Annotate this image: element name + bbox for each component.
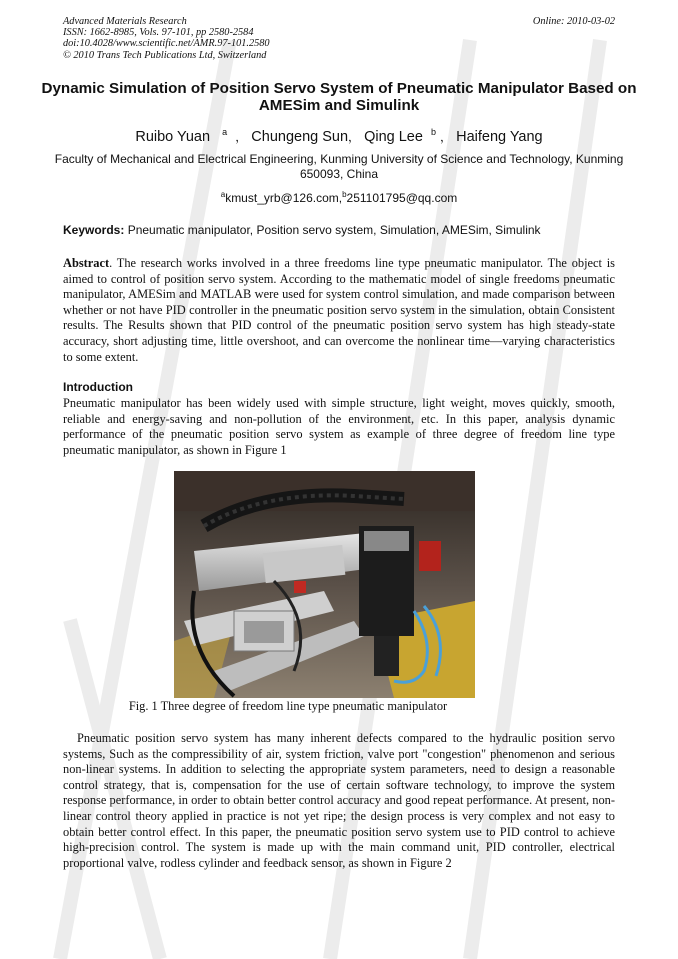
paper-title: Dynamic Simulation of Position Servo System of Pneumatic Manipulator Based on AMESim and Simulink xyxy=(41,80,637,114)
keywords xyxy=(63,223,615,238)
doi-line: doi:10.4028/www.scientific.net/AMR.97-101.2580 xyxy=(63,38,270,50)
abstract-text: . The research works involved in a three freedoms line type pneumatic manipulator. The object is aimed to control of position servo system. According to the mathematic model of single freedoms pneumatic manipulator, AMESim and MATLAB were used for system control simulation, and made comparison between whether or not have PID controller in the pneumatic position servo system in the simulation, obtain Consistent results. The Results shown that PID control of the pneumatic position servo system has high steady-state accuracy, short adjusting time, little overshoot, and can overcome the nonlinear time—varying characteristics to some extent. xyxy=(63,256,615,364)
figure-caption: Fig. 1 Three degree of freedom line type pneumatic manipulator xyxy=(128,699,448,713)
body-paragraph: Pneumatic position servo system has many inherent defects compared to the hydraulic position servo systems, Such as the compressibility of air, system friction, valve port "congestion" phenomenon and serious non-linear systems. In addition to selecting the appropriate system parameters, need to design a reasonable control strategy, that is, compensation for the use of certain software technology, to improve the system response performance, in order to obtain better control accuracy and good repeat performance. At present, non-linear control theory applied in practice is not yet ripe; the design process is very complex and not easy to obtain better control effect. In this paper, the pneumatic position servo system use to PID control to achieve high-precision control. The system is made up with the main command unit, PID controller, electrical proportional valve, rodless cylinder and feedback sensor, as shown in Figure 2 xyxy=(63,731,615,870)
figure-photo xyxy=(174,471,475,698)
abstract-label: Abstract xyxy=(63,256,110,270)
email-line xyxy=(40,187,638,206)
online-date: Online: 2010-03-02 xyxy=(532,16,615,27)
copyright-line: © 2010 Trans Tech Publications Ltd, Switzerland xyxy=(63,49,267,61)
intro-paragraph: Pneumatic manipulator has been widely used with simple structure, light weight, moves quickly, smooth, reliable and energy-saving and non-pollution of the environment, etc. In this paper, analysis dynamic performance of the pneumatic position servo system as example of three degree of freedom line type pneumatic manipulator, as shown in Figure 1 xyxy=(63,396,615,457)
manipulator-image xyxy=(174,471,475,698)
section-heading: Introduction xyxy=(63,380,133,394)
author-sup: a xyxy=(222,127,228,137)
journal-header xyxy=(63,16,270,61)
journal-name: Advanced Materials Research xyxy=(63,16,187,27)
keywords-label: Keywords: xyxy=(63,223,125,237)
email-sup: b xyxy=(342,190,347,199)
affiliation: Faculty of Mechanical and Electrical Engineering, Kunming University of Science and Technology, Kunming 650093, China xyxy=(54,152,624,181)
author-separator: ， xyxy=(348,130,361,144)
author-list xyxy=(40,123,638,146)
abstract xyxy=(63,256,615,365)
author-name: Qing Lee xyxy=(364,129,423,145)
author-sup: b xyxy=(431,127,437,137)
author-separator: ， xyxy=(235,130,248,144)
issn-line: ISSN: 1662-8985, Vols. 97-101, pp 2580-2584 xyxy=(63,27,254,39)
email-address: 251101795@qq.com xyxy=(346,191,458,205)
email-address: kmust_yrb@126.com, xyxy=(225,191,343,205)
keywords-text: Pneumatic manipulator, Position servo system, Simulation, AMESim, Simulink xyxy=(127,223,541,237)
author-name: Haifeng Yang xyxy=(456,129,543,145)
author-name: Chungeng Sun xyxy=(251,129,349,145)
author-separator: ， xyxy=(440,130,453,144)
email-sup: a xyxy=(220,190,226,199)
author-name: Ruibo Yuan xyxy=(135,129,211,145)
